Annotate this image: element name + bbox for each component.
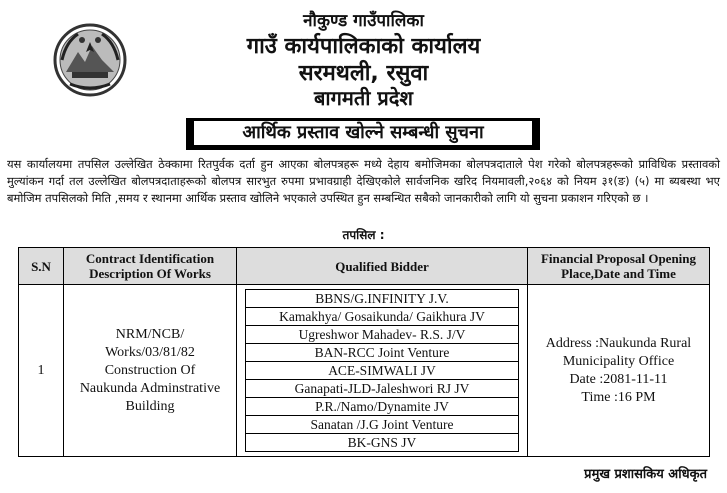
bidder-item: Kamakhya/ Gosaikunda/ Gaikhura JV bbox=[245, 307, 519, 326]
table-header-row bbox=[19, 248, 710, 285]
bidder-item: BK-GNS JV bbox=[245, 433, 519, 452]
bid-table bbox=[18, 247, 710, 457]
signatory-title: प्रमुख प्रशासकिय अधिकृत bbox=[584, 467, 707, 482]
contract-line: NRM/NCB/ bbox=[115, 326, 185, 342]
bidder-item: BBNS/G.INFINITY J.V. bbox=[245, 289, 519, 308]
contract-line: Works/03/81/82 bbox=[105, 344, 195, 360]
contract-line: Naukunda Adminstrative bbox=[79, 380, 221, 396]
notice-body-text: यस कार्यालयमा तपसिल उल्लेखित ठेक्कामा रितपुर्वक दर्ता हुन आएका बोलपत्रहरू मध्ये देहाय बमोजिमका बोलपत्रदाताले पेश गरेको बोलपत्रहरूको प्राविधिक प्रस्तावको मुल्यांकन गर्दा तल उल्लेखित बोलपत्रदाताहरूको बोलपत्र सारभुत रुपमा प्रभावग्राही देखिएकोले सार्वजनिक खरिद नियमावली,२०६४ को नियम ३१(ङ) (५) मा ब्यबस्था भए बमोजिम तपसिलको मिति ,समय र स्थानमा आर्थिक प्रस्ताव खोलिने भएकाले उपस्थित हुन सम्बन्धित सबैको जानकारीको लागि यो सुचना प्रकाशन गरिएको छ । bbox=[7, 157, 720, 205]
bidder-item: P.R./Namo/Dynamite JV bbox=[245, 397, 519, 416]
table-row bbox=[19, 285, 710, 457]
financial-opening-details bbox=[528, 285, 710, 457]
bidder-item: Ganapati-JLD-Jaleshwori RJ JV bbox=[245, 379, 519, 398]
bidder-item: Ugreshwor Mahadev- R.S. J/V bbox=[245, 325, 519, 344]
contract-line: Building bbox=[125, 398, 175, 414]
office-name: गाउँ कार्यपालिकाको कार्यालय bbox=[246, 34, 481, 59]
contract-line: Construction Of bbox=[104, 362, 196, 378]
bidder-item: ACE-SIMWALI JV bbox=[245, 361, 519, 380]
province-name: बागमती प्रदेश bbox=[314, 86, 413, 110]
bidder-list bbox=[237, 285, 527, 456]
row-sn: 1 bbox=[19, 285, 64, 457]
tapsil-label: तपसिल : bbox=[342, 228, 385, 242]
municipality-name: नौकुण्ड गाउँपालिका bbox=[303, 11, 424, 31]
contract-description bbox=[64, 285, 237, 457]
bidder-item: Sanatan /J.G Joint Venture bbox=[245, 415, 519, 434]
financial-line: Address :Naukunda Rural bbox=[545, 335, 692, 351]
header-bidder: Qualified Bidder bbox=[237, 248, 528, 285]
office-address: सरमथली, रसुवा bbox=[298, 61, 429, 86]
qualified-bidders bbox=[237, 285, 528, 457]
financial-line: Time :16 PM bbox=[581, 389, 656, 405]
notice-title-banner bbox=[186, 118, 540, 150]
header-sn: S.N bbox=[19, 248, 64, 285]
financial-line: Date :2081-11-11 bbox=[569, 371, 668, 387]
financial-line: Municipality Office bbox=[562, 353, 675, 369]
bidder-item: BAN-RCC Joint Venture bbox=[245, 343, 519, 362]
header-financial: Financial Proposal Opening Place,Date and Time bbox=[528, 248, 710, 285]
notice-title: आर्थिक प्रस्ताव खोल्ने सम्बन्धी सुचना bbox=[194, 121, 532, 145]
header-contract: Contract Identification Description Of Works bbox=[64, 248, 237, 285]
